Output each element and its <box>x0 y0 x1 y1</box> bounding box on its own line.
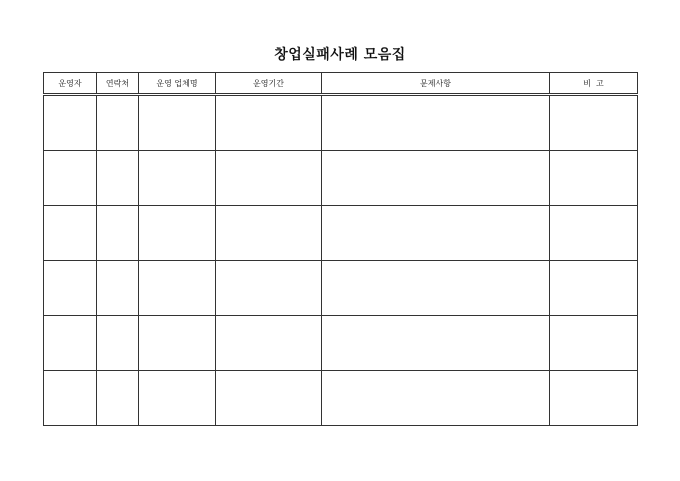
table-cell[interactable] <box>44 261 97 316</box>
table-cell[interactable] <box>216 316 322 371</box>
table-cell[interactable] <box>139 95 216 151</box>
table-cell[interactable] <box>216 261 322 316</box>
table-cell[interactable] <box>97 206 139 261</box>
table-cell[interactable] <box>550 371 638 426</box>
header-operator: 운영자 <box>44 73 97 95</box>
header-operation-period: 운영기간 <box>216 73 322 95</box>
table-cell[interactable] <box>322 261 550 316</box>
table-cell[interactable] <box>97 261 139 316</box>
table-cell[interactable] <box>44 95 97 151</box>
header-contact: 연락처 <box>97 73 139 95</box>
table-cell[interactable] <box>216 151 322 206</box>
table-row <box>44 206 638 261</box>
table-cell[interactable] <box>44 371 97 426</box>
table-cell[interactable] <box>216 371 322 426</box>
table-cell[interactable] <box>139 206 216 261</box>
table-cell[interactable] <box>139 261 216 316</box>
table-cell[interactable] <box>550 151 638 206</box>
table-row <box>44 371 638 426</box>
header-business-name: 운영 업체명 <box>139 73 216 95</box>
table-cell[interactable] <box>322 95 550 151</box>
table-cell[interactable] <box>44 316 97 371</box>
table-cell[interactable] <box>322 316 550 371</box>
table-cell[interactable] <box>97 95 139 151</box>
table-cell[interactable] <box>97 371 139 426</box>
table-row <box>44 151 638 206</box>
table-cell[interactable] <box>322 371 550 426</box>
table-cell[interactable] <box>139 151 216 206</box>
failure-cases-table <box>43 72 638 426</box>
header-remarks: 비 고 <box>550 73 638 95</box>
table-cell[interactable] <box>97 316 139 371</box>
table-header-row <box>44 73 638 95</box>
document-title: 창업실패사례 모음집 <box>274 47 406 63</box>
table-cell[interactable] <box>44 206 97 261</box>
header-issues: 문제사항 <box>322 73 550 95</box>
table-cell[interactable] <box>139 371 216 426</box>
table-row <box>44 95 638 151</box>
table-cell[interactable] <box>139 316 216 371</box>
table-cell[interactable] <box>322 206 550 261</box>
table-cell[interactable] <box>550 206 638 261</box>
table-cell[interactable] <box>322 151 550 206</box>
table-cell[interactable] <box>550 261 638 316</box>
table-row <box>44 316 638 371</box>
table-cell[interactable] <box>44 151 97 206</box>
table-row <box>44 261 638 316</box>
table-cell[interactable] <box>550 316 638 371</box>
table-cell[interactable] <box>97 151 139 206</box>
table-cell[interactable] <box>216 206 322 261</box>
table-cell[interactable] <box>216 95 322 151</box>
table-cell[interactable] <box>550 95 638 151</box>
